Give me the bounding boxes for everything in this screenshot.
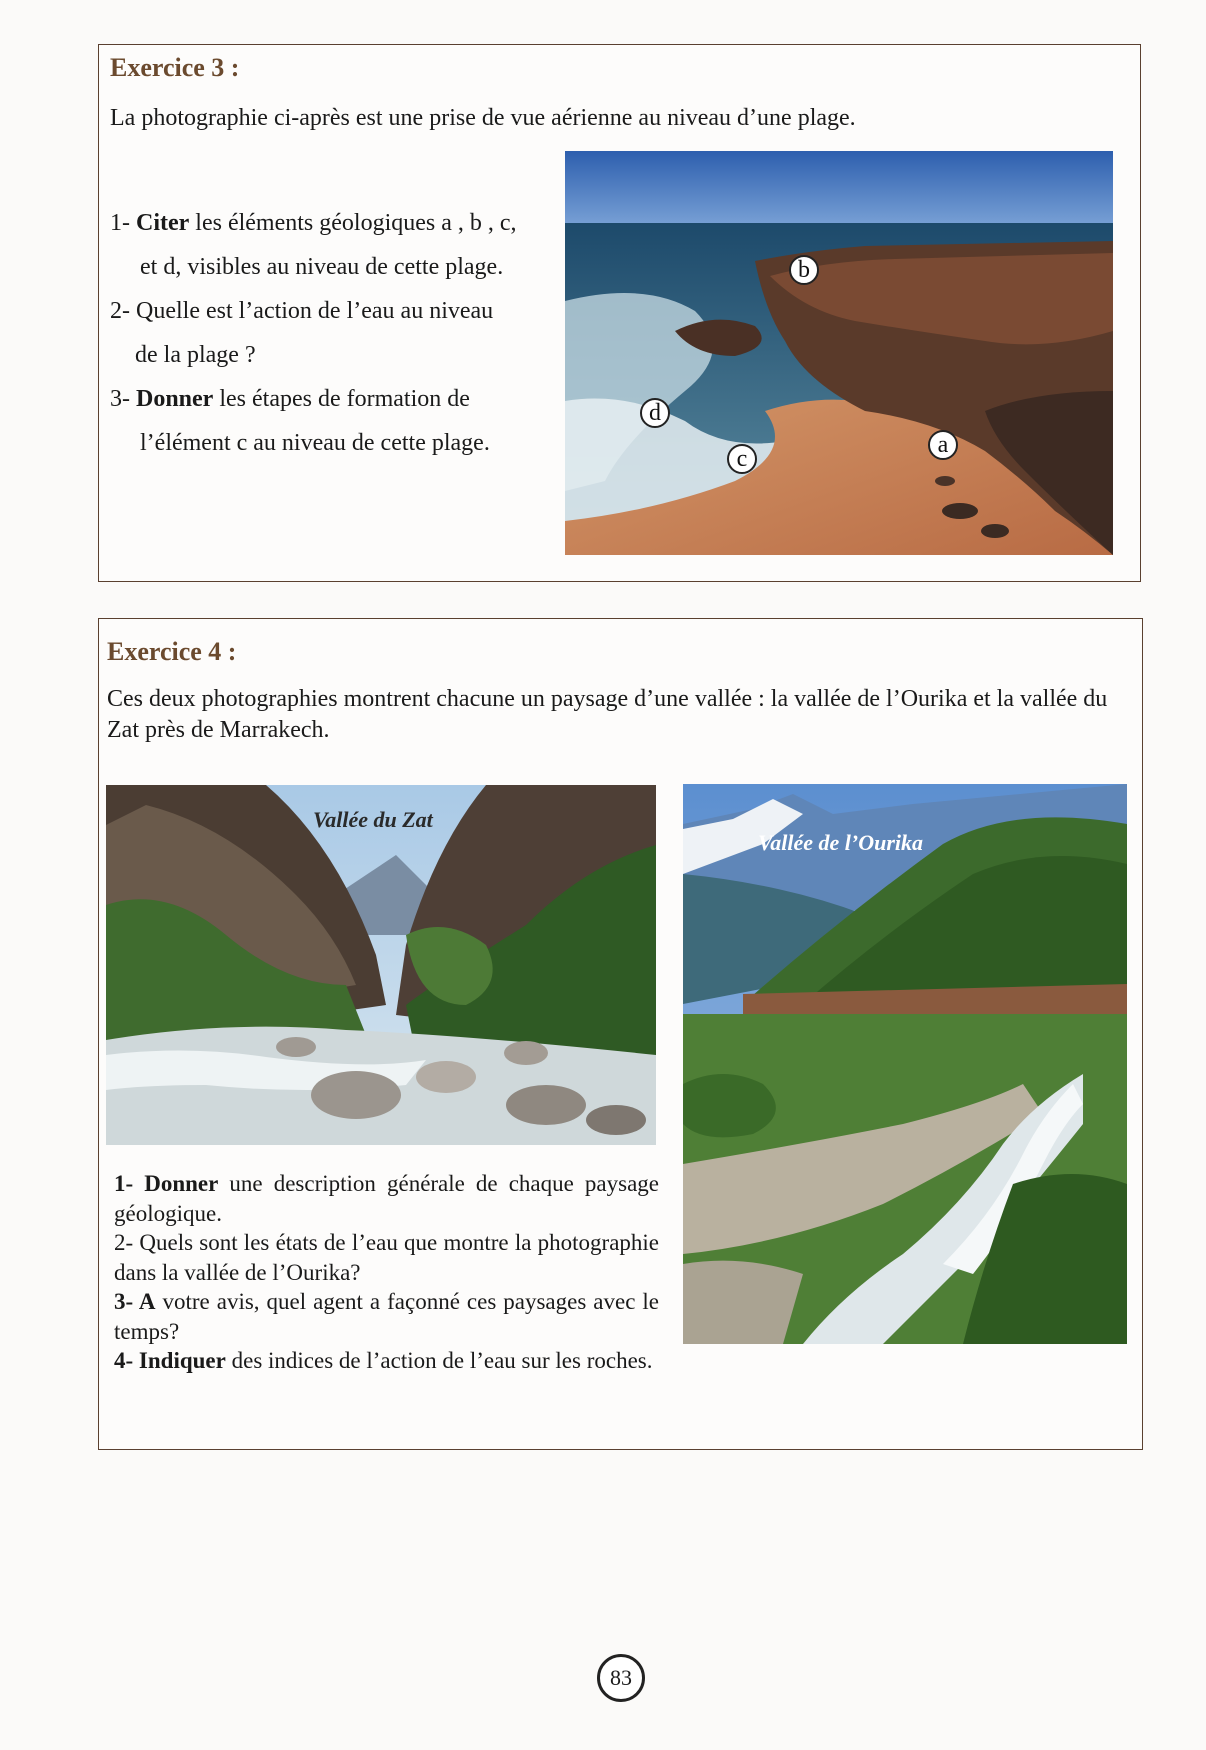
ourika-valley-illustration <box>683 784 1127 1344</box>
question-3-cont: l’élément c au niveau de cette plage. <box>140 430 490 456</box>
page-number: 83 <box>597 1654 645 1702</box>
question-2: 2- Quelle est l’action de l’eau au niveau <box>110 298 494 324</box>
ourika-caption: Vallée de l’Ourika <box>758 830 923 855</box>
marker-d: d <box>640 398 670 428</box>
zat-valley-photo <box>106 785 656 1145</box>
question-1: 1- Citer les éléments géologiques a , b , c, <box>110 210 517 236</box>
marker-a: a <box>928 430 958 460</box>
exercise-3-title: Exercice 3 : <box>110 53 240 82</box>
ourika-valley-photo <box>683 784 1127 1344</box>
question-1-cont: et d, visibles au niveau de cette plage. <box>140 254 504 280</box>
exercise-4-questions <box>114 1169 659 1376</box>
zat-valley-illustration <box>106 785 656 1145</box>
exercise-3-box <box>98 44 1141 582</box>
zat-caption: Vallée du Zat <box>313 807 433 832</box>
marker-c: c <box>727 444 757 474</box>
question-4: 4- Indiquer des indices de l’action de l’eau sur les roches. <box>114 1348 653 1373</box>
beach-illustration <box>565 151 1113 555</box>
exercise-4-title: Exercice 4 : <box>107 637 237 666</box>
question-2-cont: de la plage ? <box>135 342 256 368</box>
marker-b: b <box>789 255 819 285</box>
question-3: 3- A votre avis, quel agent a façonné ces paysages avec le temps? <box>114 1289 660 1344</box>
question-3: 3- Donner les étapes de formation de <box>110 386 470 412</box>
exercise-3-questions <box>110 201 570 465</box>
question-1: 1- Donner une description générale de chaque paysage géologique. <box>114 1171 659 1226</box>
exercise-4-box <box>98 618 1143 1450</box>
exercise-4-intro: Ces deux photographies montrent chacune un paysage d’une vallée : la vallée de l’Ourika et la vallée du Zat près de Marrakech. <box>107 686 1108 743</box>
beach-aerial-photo <box>565 151 1113 555</box>
exercise-3-intro: La photographie ci-après est une prise de vue aérienne au niveau d’une plage. <box>110 105 856 131</box>
question-2: 2- Quels sont les états de l’eau que montre la photographie dans la vallée de l’Ourika? <box>114 1230 659 1285</box>
